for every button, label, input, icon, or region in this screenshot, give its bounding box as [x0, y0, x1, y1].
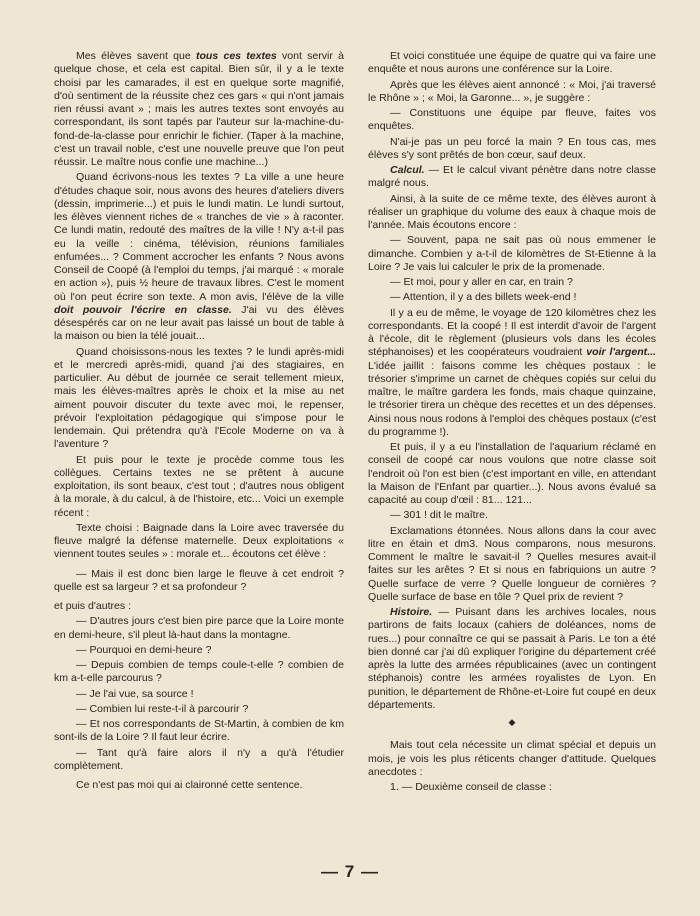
paragraph: Calcul. — Et le calcul vivant pénètre dans notre classe malgré nous. — [368, 164, 656, 190]
section-separator-icon: ◆ — [508, 717, 516, 727]
emphasis-text: Histoire. — [390, 606, 433, 618]
paragraph: — 301 ! dit le maître. — [390, 509, 488, 522]
paragraph: — D'autres jours c'est bien pire parce que la Loire monte en demi-heure, s'il pleut là-haut dans la montagne. — [54, 615, 344, 641]
paragraph: Quand écrivons-nous les textes ? La ville a une heure d'études chaque soir, nous avons des heures d'ateliers divers (dessin, imprimerie...) et puis le lundi matin. Le lundi surtout, les élèves viennent riches de « tranches de vie » à raconter. Ce lundi matin, redouté des maîtres de la ville ! N'y a-t-il pas eu la veille : cinéma, télévision, réunions familiales enfumées... ? Comment accrocher les enfants ? Nous avons Conseil de Coopé (à l'emploi du temps, j'ai marqué : « morale en action »), puis ½ heure de travaux libres. C'est le moment où l'on peut écrire son texte. A mon avis, l'élève de la ville doit pouvoir l'écrire en classe. J'ai vu des élèves désespérés car on ne leur avait pas laissé un bout de table à la maison ou bien la télé jouait... — [54, 171, 344, 343]
paragraph: Mais tout cela nécessite un climat spécial et depuis un mois, je vois les plus réticents changer d'attitude. Quelques anecdotes : — [368, 739, 656, 778]
paragraph: Après que les élèves aient annoncé : « Moi, j'ai traversé le Rhône » ; « Moi, la Garonne... », je suggère : — [368, 78, 656, 104]
paragraph: Mes élèves savent que tous ces textes vont servir à quelque chose, et cela est capital. Bien sûr, il y a le texte choisi par les camarades, il est en quelque sorte magnifié, d'où sentiment de la réussite chez ces gars « qui n'ont jamais rien réussi avant » ; mais les autres textes sont envoyés au correspondant, ils sont tapés par l'auteur sur la-machine-du-fond-de-la-classe pour enrichir le fichier. (Taper à la machine, c'est un travail noble, c'est une nouvelle preuve que l'on peut réussir. Le maître nous confie une machine...) — [54, 50, 345, 168]
paragraph: — Depuis combien de temps coule-t-elle ? combien de km a-t-elle parcourus ? — [54, 659, 344, 685]
paragraph: — Pourquoi en demi-heure ? — [76, 643, 212, 656]
paragraph: — Et moi, pour y aller en car, en train ? — [390, 276, 573, 288]
paragraph: N'ai-je pas un peu forcé la main ? En tous cas, mes élèves s'y sont prêtés de bon cœur, sauf deux. — [368, 135, 656, 161]
right-column — [368, 50, 656, 796]
paragraph: Histoire. — Puisant dans les archives locales, nous partirons de faits locaux (cahiers de doléances, noms de rues...) pour connaître ce qui se passait à Paris. Le ton a été bien donné car j'ai dû expliquer l'origine du département créé après la lutte des armées républicaines (avec un contingent stéphanois) contre les armées royalistes de Lyon. En punition, le département de Rhône-et-Loire fut coupé en deux départements. — [368, 606, 656, 711]
paragraph: et puis d'autres : — [54, 600, 132, 612]
emphasis-text: voir l'argent... — [586, 346, 656, 359]
paragraph: 1. — Deuxième conseil de classe : — [390, 781, 552, 793]
paragraph: Ainsi, à la suite de ce même texte, des élèves auront à réaliser un graphique du volume des eaux à chaque mois de l'année. Mais écoutons encore : — [368, 192, 656, 231]
paragraph: — Mais il est donc bien large le fleuve à cet endroit ? quelle est sa largeur ? et sa profondeur ? — [54, 567, 344, 593]
paragraph: Texte choisi : Baignade dans la Loire avec traversée du fleuve malgré la défense maternelle. Deux exploitations « viennent toutes seules » : morale et... écoutons cet élève : — [54, 521, 344, 561]
paragraph: Exclamations étonnées. Nous allons dans la cour avec litre en étain et dm3. Nous comparons, nous mesurons. Comment le maître le savait-il ? Quelles mesures avait-il faites sur les arêtes ? Et si nous en fabriquions un autre ? Quelle surface de verre ? Quelle longueur de cornières ? Quelle surface de base en tôle ? Quel prix de revient ? — [368, 524, 656, 603]
emphasis-text: Calcul. — [390, 164, 425, 176]
paragraph: Quand choisissons-nous les textes ? le lundi après-midi et le mercredi après-midi, quand j'ai des stagiaires, en particulier. Au début de journée ce serait tellement mieux, mais les élèves-maîtres après le choix et la mise au net aiment pouvoir discuter du texte avec moi, le repenser, prévoir l'exploitation pédagogique qui s'impose pour le lendemain. Qui prétendra qu'à l'Ecole Moderne on va à l'aventure ? — [54, 345, 344, 451]
paragraph: — Constituons une équipe par fleuve, faites vos enquêtes. — [368, 107, 656, 133]
emphasis-text: doit pouvoir l'écrire en classe. — [54, 303, 232, 316]
paragraph: — Attention, il y a des billets week-end ! — [390, 291, 577, 304]
paragraph: — Tant qu'à faire alors il n'y a qu'à l'étudier complètement. — [54, 746, 344, 772]
paragraph: Ce n'est pas moi qui ai claironné cette sentence. — [76, 779, 303, 791]
paragraph: Il y a eu de même, le voyage de 120 kilomètres chez les correspondants. Et la coopé ! Il est interdit d'avoir de l'argent à l'école, dit le règlement (plusieurs vols dans les écoles stéphanoises) et les coopérateurs voudraient voir l'argent... L'idée jaillit : faisons comme les chèques postaux : le trésorier s'imprime un carnet de chèques copiés sur celui du maître, le maître gardera les fonds, mais chaque quinzaine, le trésorier tirera un chèque des recettes et un des dépenses. Ainsi nous nous rodons à l'emploi des chèques postaux (c'est du programme !). — [368, 306, 656, 438]
left-column — [54, 50, 344, 794]
emphasis-text: tous ces textes — [195, 50, 277, 62]
paragraph: Et voici constituée une équipe de quatre qui va faire une enquête et nous aurons une conférence sur la Loire. — [368, 50, 656, 76]
paragraph: — Combien lui reste-t-il à parcourir ? — [76, 702, 249, 715]
paragraph: Et puis, il y a eu l'installation de l'aquarium réclamé en conseil de coopé car nous voulons que notre classe soit l'endroit où l'on est bien (c'est important en ville, en attendant la Maison de l'Enfant par quartier...). Nous avons évalué sa capacité au coup d'œil : 81... 121... — [368, 441, 656, 506]
paragraph: — Et nos correspondants de St-Martin, à combien de km sont-ils de la Loire ? Il faut leur écrire. — [54, 718, 344, 744]
page-number: — 7 — — [321, 862, 379, 881]
paragraph: — Je l'ai vue, sa source ! — [76, 687, 194, 700]
paragraph: — Souvent, papa ne sait pas où nous emmener le dimanche. Combien y a-t-il de kilomètres de St-Etienne à la Loire ? Je vais lui calculer le prix de la promenade. — [368, 234, 656, 273]
paragraph: Et puis pour le texte je procède comme tous les collègues. Certains textes ne se prêtent à aucune exploitation, ils sont beaux, c'est tout ; d'autres nous obligent à la morale, à du calcul, à de l'histoire, etc... Voici un exemple récent : — [54, 453, 344, 519]
